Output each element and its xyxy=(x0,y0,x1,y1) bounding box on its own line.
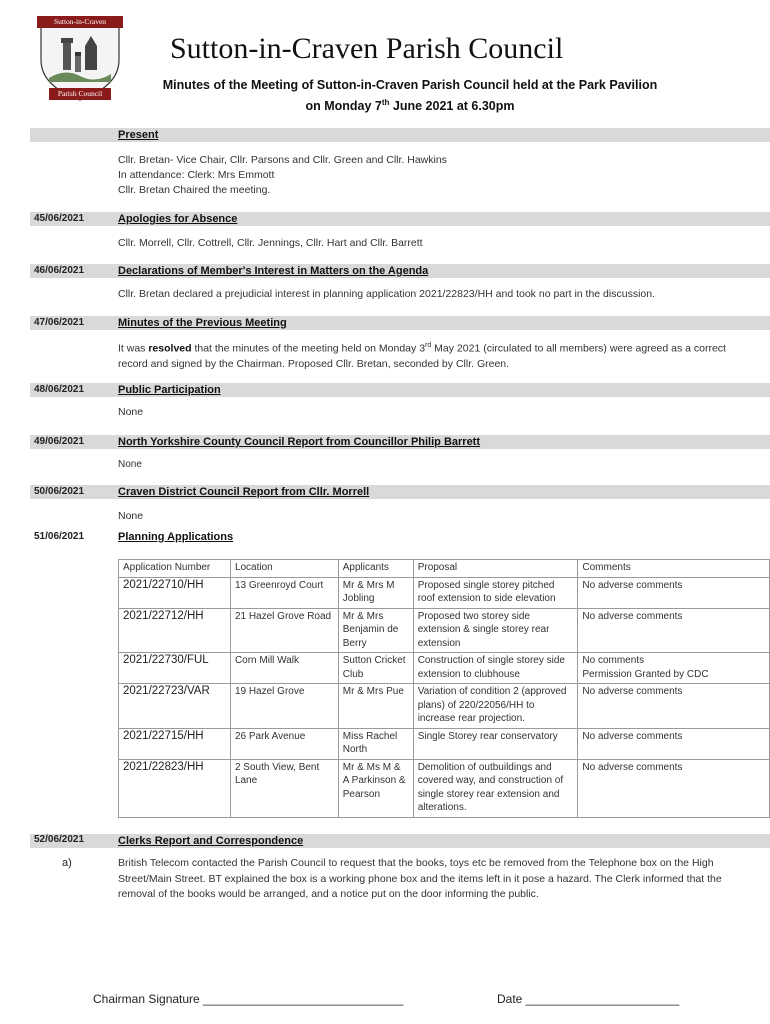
application-applicants: Mr & Ms M & A Parkinson & Pearson xyxy=(338,759,413,817)
application-number: 2021/22710/HH xyxy=(119,577,231,608)
column-header: Application Number xyxy=(119,560,231,578)
previous-minutes-text: It was resolved that the minutes of the meeting held on Monday 3rd May 2021 (circulated to all members) were agreed as a correct record and signed by the Chairman. Proposed Cllr. Bretan, seconded by Cllr. Green. xyxy=(118,342,726,370)
table-row xyxy=(119,653,770,684)
table-row xyxy=(119,684,770,729)
present-line-1: Cllr. Bretan- Vice Chair, Cllr. Parsons and Cllr. Green and Cllr. Hawkins xyxy=(118,154,447,166)
column-header: Applicants xyxy=(338,560,413,578)
minute-ref: 47/06/2021 xyxy=(34,317,85,328)
nycc-report-text: None xyxy=(118,459,142,470)
application-proposal: Demolition of outbuildings and covered way, and construction of single storey rear extension and alterations. xyxy=(413,759,578,817)
crest-bottom-text: Parish Council xyxy=(57,89,103,98)
apologies-text: Cllr. Morrell, Cllr. Cottrell, Cllr. Jennings, Cllr. Hart and Cllr. Barrett xyxy=(118,237,423,249)
section-heading-clerks-report: Clerks Report and Correspondence xyxy=(118,835,304,847)
section-heading-cdc-report: Craven District Council Report from Cllr. Morrell xyxy=(118,486,370,498)
application-comments: No adverse comments xyxy=(578,759,770,817)
column-header: Location xyxy=(230,560,338,578)
application-location: 13 Greenroyd Court xyxy=(230,577,338,608)
table-row xyxy=(119,577,770,608)
public-participation-text: None xyxy=(118,406,144,418)
minute-ref: 49/06/2021 xyxy=(34,436,85,447)
application-comments: No adverse comments xyxy=(578,728,770,759)
application-location: 26 Park Avenue xyxy=(230,728,338,759)
section-heading-declarations: Declarations of Member's Interest in Matters on the Agenda xyxy=(118,265,429,277)
application-location: 2 South View, Bent Lane xyxy=(230,759,338,817)
section-heading-apologies: Apologies for Absence xyxy=(118,213,238,225)
planning-applications-table xyxy=(118,559,770,818)
application-proposal: Single Storey rear conservatory xyxy=(413,728,578,759)
date-line: Date _______________________ xyxy=(497,992,680,1006)
application-proposal: Proposed two storey side extension & single storey rear extension xyxy=(413,608,578,653)
page-title: Sutton-in-Craven Parish Council xyxy=(170,32,564,65)
section-heading-present: Present xyxy=(118,129,159,141)
minute-ref: 50/06/2021 xyxy=(34,486,85,497)
application-comments: No adverse comments xyxy=(578,577,770,608)
crest-top-text: Sutton-in-Craven xyxy=(53,17,107,26)
application-proposal: Construction of single storey side extension to clubhouse xyxy=(413,653,578,684)
cdc-report-text: None xyxy=(118,510,144,522)
minute-ref: 48/06/2021 xyxy=(34,384,85,395)
table-header-row xyxy=(119,560,770,578)
application-proposal: Variation of condition 2 (approved plans) of 220/22056/HH to increase rear projection. xyxy=(413,684,578,729)
application-proposal: Proposed single storey pitched roof extension to side elevation xyxy=(413,577,578,608)
clerks-report-text: British Telecom contacted the Parish Council to request that the books, toys etc be removed from the Telephone box on the High Street/Main Street. BT explained the box is a working phone box and the items left in it pose a hazard. The Clerk informed that the removal of the books would be arranged, and a notice put on the door informing the public. xyxy=(118,857,722,900)
application-applicants: Mr & Mrs M Jobling xyxy=(338,577,413,608)
application-location: 19 Hazel Grove xyxy=(230,684,338,729)
column-header: Proposal xyxy=(413,560,578,578)
application-applicants: Mr & Mrs Pue xyxy=(338,684,413,729)
table-row xyxy=(119,728,770,759)
application-comments: No comments Permission Granted by CDC xyxy=(578,653,770,684)
column-header: Comments xyxy=(578,560,770,578)
declarations-text: Cllr. Bretan declared a prejudicial interest in planning application 2021/22823/HH and took no part in the discussion. xyxy=(118,288,656,300)
table-row xyxy=(119,759,770,817)
minute-ref: 46/06/2021 xyxy=(34,265,85,276)
application-number: 2021/22730/FUL xyxy=(119,653,231,684)
application-location: 21 Hazel Grove Road xyxy=(230,608,338,653)
table-row xyxy=(119,608,770,653)
application-comments: No adverse comments xyxy=(578,684,770,729)
minute-ref: 52/06/2021 xyxy=(34,834,85,845)
chairman-signature-line: Chairman Signature ______________________________ xyxy=(93,992,404,1006)
present-line-2: In attendance: Clerk: Mrs Emmott xyxy=(118,169,275,181)
application-number: 2021/22723/VAR xyxy=(119,684,231,729)
application-number: 2021/22715/HH xyxy=(119,728,231,759)
section-heading-previous-minutes: Minutes of the Previous Meeting xyxy=(118,317,287,329)
parish-crest-logo xyxy=(35,12,125,104)
application-applicants: Sutton Cricket Club xyxy=(338,653,413,684)
section-heading-planning: Planning Applications xyxy=(118,531,234,543)
clerks-report-item-label: a) xyxy=(62,857,72,869)
application-number: 2021/22823/HH xyxy=(119,759,231,817)
section-heading-nycc-report: North Yorkshire County Council Report from Councillor Philip Barrett xyxy=(118,436,481,448)
meeting-subtitle: Minutes of the Meeting of Sutton-in-Craven Parish Council held at the Park Pavilion on Monday 7th June 2021 at 6.30pm xyxy=(162,78,658,114)
application-applicants: Mr & Mrs Benjamin de Berry xyxy=(338,608,413,653)
application-location: Corn Mill Walk xyxy=(230,653,338,684)
present-line-3: Cllr. Bretan Chaired the meeting. xyxy=(118,184,271,196)
minute-ref: 45/06/2021 xyxy=(34,213,85,224)
minute-ref: 51/06/2021 xyxy=(34,531,85,542)
application-applicants: Miss Rachel North xyxy=(338,728,413,759)
section-heading-public-participation: Public Participation xyxy=(118,384,221,396)
application-comments: No adverse comments xyxy=(578,608,770,653)
application-number: 2021/22712/HH xyxy=(119,608,231,653)
